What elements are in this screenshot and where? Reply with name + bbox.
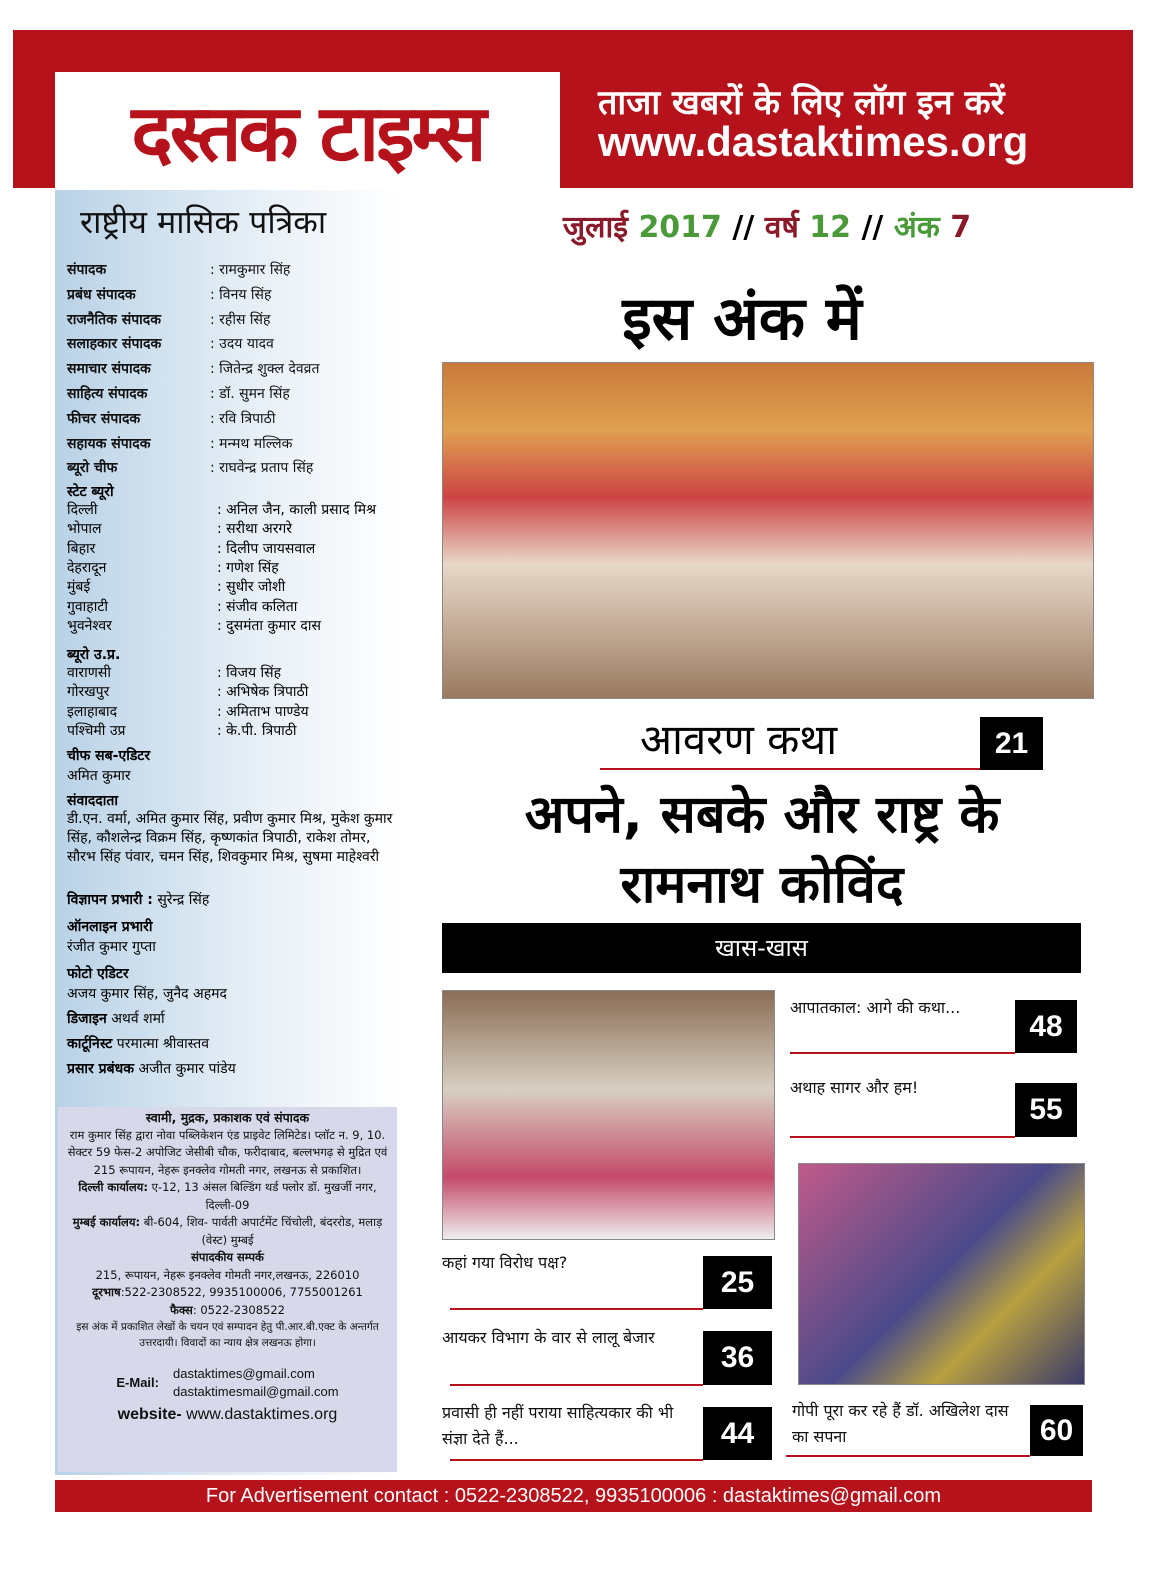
staff-row — [67, 384, 290, 403]
imprint-website[interactable]: www.dastaktimes.org — [186, 1406, 338, 1423]
role: ब्यूरो चीफ — [67, 460, 118, 477]
headline-line-2: रामनाथ कोविंद — [620, 855, 904, 915]
city: दिल्ली — [67, 502, 98, 518]
imprint-title: स्वामी, मुद्रक, प्रकाशक एवं संपादक — [145, 1110, 310, 1125]
item-page-number: 44 — [703, 1407, 772, 1460]
role: सहायक संपादक — [67, 435, 151, 452]
headline-line-1: अपने, सबके और राष्ट्र के — [524, 785, 1000, 845]
city: मुंबई — [67, 579, 91, 596]
bureau-row — [67, 597, 298, 616]
name: : सरीथा अरगरे — [217, 521, 293, 538]
email-label: E-Mail: — [116, 1374, 159, 1390]
bureau-row — [67, 500, 377, 519]
separator: // — [732, 210, 755, 245]
group-title: फोटो एडिटर — [67, 966, 129, 982]
divider — [450, 1308, 703, 1310]
role: फीचर संपादक — [67, 410, 141, 427]
fax-label: फैक्स — [169, 1302, 193, 1317]
role: संपादक — [67, 262, 107, 278]
staff-line — [67, 1009, 165, 1028]
phone: :522-2308522, 9935100006, 7755001261 — [120, 1285, 363, 1299]
item-title[interactable]: अथाह सागर और हम! — [790, 1078, 919, 1097]
name: : रामकुमार सिंह — [210, 262, 291, 278]
group-title: ऑनलाइन प्रभारी — [67, 919, 153, 935]
staff-row — [67, 434, 292, 453]
bureau-row — [67, 539, 316, 558]
cover-page-number: 21 — [980, 717, 1043, 770]
imprint-text: राम कुमार सिंह द्वारा नोवा पब्लिकेशन एंड प्राइवेट लिमिटेड। प्लॉट न. 9, 10. सेक्टर 59 फेस-2 अपोजिट जेसीबी चौक, फरीदाबाद, बल्लभगढ़ से मुद्रित एवं 215 रूपायन, नेहरू इनक्लेव गोमती नगर, लखनऊ से प्रकाशित। — [67, 1127, 388, 1177]
issue-year: 2017 — [638, 210, 722, 245]
name: : दुसमंता कुमार दास — [217, 617, 321, 634]
mumbai-address: बी-604, शिव- पार्वती अपार्टमेंट चिंचोली, बंदररोड, मलाड़ (वेस्ट) मुम्बई — [143, 1215, 383, 1247]
name: : मन्मथ मल्लिक — [210, 435, 293, 452]
city: देहरादून — [67, 559, 107, 576]
bureau-row — [67, 519, 293, 538]
number: 7 — [950, 210, 972, 245]
item-title[interactable]: गोपी पूरा कर रहे हैं डॉ. अखिलेश दास का सपना — [792, 1401, 1009, 1446]
name: : विनय सिंह — [210, 286, 272, 303]
divider — [790, 1136, 1015, 1138]
legal-note: इस अंक में प्रकाशित लेखों के चयन एवं सम्पादन हेतु पी.आर.बी.एक्ट के अन्तर्गत उत्तरदायी। विवादों का न्याय क्षेत्र लखनऊ होगा। — [76, 1321, 379, 1349]
staff-row — [67, 285, 271, 304]
cover-headline[interactable] — [442, 780, 1082, 920]
mumbai-label: मुम्बई कार्यालय: — [72, 1215, 141, 1229]
correspondents: डी.एन. वर्मा, अमित कुमार सिंह, प्रवीण कुमार मिश्र, मुकेश कुमार सिंह, कौशलेन्द्र विक्रम सिंह, कृष्णकांत त्रिपाठी, राकेश तोमर, सौरभ सिंह पंवार, चमन सिंह, शिवकुमार मिश्र, सुषमा माहेश्वरी — [67, 811, 393, 865]
name: : के.पी. त्रिपाठी — [217, 722, 297, 739]
item-page-number: 36 — [703, 1331, 772, 1385]
role: प्रसार प्रबंधक — [67, 1061, 134, 1077]
role: प्रबंध संपादक — [67, 286, 136, 303]
name: अजय कुमार सिंह, जुनैद अहमद — [67, 986, 227, 1002]
staff-row — [67, 310, 270, 329]
website-label: website- — [117, 1406, 182, 1423]
award-photo — [798, 1163, 1085, 1385]
bureau-row — [67, 702, 309, 721]
name: : उदय यादव — [210, 336, 274, 353]
item-page-number: 55 — [1015, 1083, 1077, 1137]
bureau-row — [67, 577, 286, 596]
bureau-row — [67, 682, 309, 701]
staff-row — [67, 334, 274, 353]
staff-row — [67, 409, 275, 428]
name: : अमिताभ पाण्डेय — [217, 703, 309, 720]
email-2[interactable]: dastaktimesmail@gmail.com — [172, 1383, 339, 1399]
contact-title: संपादकीय सम्पर्क — [191, 1250, 264, 1264]
group-title: ब्यूरो उ.प्र. — [67, 647, 121, 663]
item-title[interactable]: आयकर विभाग के वार से लालू बेजार — [442, 1328, 655, 1347]
item-page-number: 60 — [1030, 1405, 1083, 1456]
city: वाराणसी — [67, 665, 111, 681]
fax: : 0522-2308522 — [192, 1302, 285, 1317]
name: : संजीव कलिता — [217, 598, 298, 615]
name: अमित कुमार — [67, 768, 131, 784]
name: : रहीस सिंह — [210, 311, 271, 328]
name: परमात्मा श्रीवास्तव — [116, 1036, 210, 1052]
volume-label: वर्ष — [764, 210, 799, 245]
number-label: अंक — [893, 210, 940, 245]
phone-label: दूरभाष — [92, 1285, 121, 1299]
contact-address: 215, रूपायन, नेहरू इनक्लेव गोमती नगर,लखनऊ, 226010 — [95, 1267, 360, 1282]
item-title[interactable]: आपातकाल: आगे की कथा... — [790, 998, 961, 1017]
name: : जितेन्द्र शुक्ल देवव्रत — [210, 361, 320, 378]
issue-line — [442, 205, 1092, 246]
name: : अनिल जैन, काली प्रसाद मिश्र — [217, 502, 377, 518]
role: डिजाइन — [67, 1011, 107, 1027]
city: पश्चिमी उप्र — [67, 722, 126, 739]
staff-line — [67, 1034, 209, 1053]
role: साहित्य संपादक — [67, 386, 148, 402]
name: : सुधीर जोशी — [217, 579, 286, 596]
sidebar-title: राष्ट्रीय मासिक पत्रिका — [80, 203, 327, 241]
cover-story-label: आवरण कथा — [640, 715, 838, 764]
city: गुवाहाटी — [67, 598, 109, 615]
staff-line — [67, 1059, 236, 1078]
imprint-box — [58, 1107, 397, 1472]
item-title[interactable]: कहां गया विरोध पक्ष? — [442, 1253, 568, 1272]
role: कार्टूनिस्ट — [67, 1036, 113, 1052]
name: : गणेश सिंह — [217, 559, 279, 576]
tagline: ताजा खबरों के लिए लॉग इन करें — [598, 83, 1005, 123]
website-link[interactable]: www.dastaktimes.org — [598, 118, 1029, 165]
city: भुवनेश्वर — [67, 617, 112, 634]
staff-row — [67, 260, 290, 279]
volume: 12 — [809, 210, 851, 245]
name: : राघवेन्द्र प्रताप सिंह — [210, 460, 314, 477]
group-title: स्टेट ब्यूरो — [67, 484, 114, 500]
role: राजनैतिक संपादक — [67, 311, 161, 328]
group-title: चीफ सब-एडिटर — [67, 748, 151, 764]
staff-line — [67, 890, 209, 909]
item-page-number: 25 — [703, 1256, 772, 1309]
role: सलाहकार संपादक — [67, 336, 162, 353]
delhi-label: दिल्ली कार्यालय: — [78, 1180, 148, 1194]
divider — [600, 768, 980, 770]
divider — [786, 1455, 1030, 1457]
name: सुरेन्द्र सिंह — [157, 892, 210, 908]
role: समाचार संपादक — [67, 361, 151, 378]
divider — [790, 1052, 1015, 1054]
bureau-row — [67, 663, 282, 682]
staff-row — [67, 359, 319, 378]
divider — [450, 1384, 703, 1386]
city: बिहार — [67, 540, 96, 557]
logo: दस्तक टाइम्स — [55, 72, 560, 188]
name: : डॉ. सुमन सिंह — [210, 386, 290, 402]
city: गोरखपुर — [67, 684, 110, 701]
opposition-photo — [442, 990, 775, 1240]
name: : दिलीप जायसवाल — [217, 540, 316, 557]
name: : अभिषेक त्रिपाठी — [217, 684, 309, 701]
footer-ad-contact: For Advertisement contact : 0522-2308522, 9935100006 : dastaktimes@gmail.com — [55, 1480, 1092, 1512]
role: विज्ञापन प्रभारी : — [67, 892, 153, 908]
cover-photo — [442, 362, 1094, 699]
bureau-row — [67, 721, 297, 740]
divider — [450, 1459, 703, 1461]
separator: // — [861, 210, 884, 245]
email-1[interactable]: dastaktimes@gmail.com — [172, 1366, 315, 1381]
group-title: संवाददाता — [67, 793, 118, 809]
name: अथर्व शर्मा — [111, 1011, 165, 1027]
delhi-address: ए-12, 13 अंसल बिल्डिंग थर्ड फ्लोर डॉ. मुखर्जी नगर, दिल्ली-09 — [151, 1180, 377, 1212]
inside-title: इस अंक में — [622, 284, 862, 354]
name: रंजीत कुमार गुप्ता — [67, 939, 156, 955]
issue-month: जुलाई — [562, 210, 628, 245]
section-bar: खास-खास — [442, 923, 1081, 973]
bureau-row — [67, 558, 279, 577]
item-title[interactable]: प्रवासी ही नहीं पराया साहित्यकार की भी संज्ञा देते हैं... — [442, 1403, 674, 1448]
name: : रवि त्रिपाठी — [210, 410, 276, 427]
staff-row — [67, 458, 313, 477]
name: : विजय सिंह — [217, 665, 282, 681]
name: अजीत कुमार पांडेय — [138, 1061, 236, 1077]
bureau-row — [67, 616, 321, 635]
item-page-number: 48 — [1015, 1000, 1077, 1053]
city: भोपाल — [67, 521, 102, 538]
city: इलाहाबाद — [67, 703, 118, 720]
